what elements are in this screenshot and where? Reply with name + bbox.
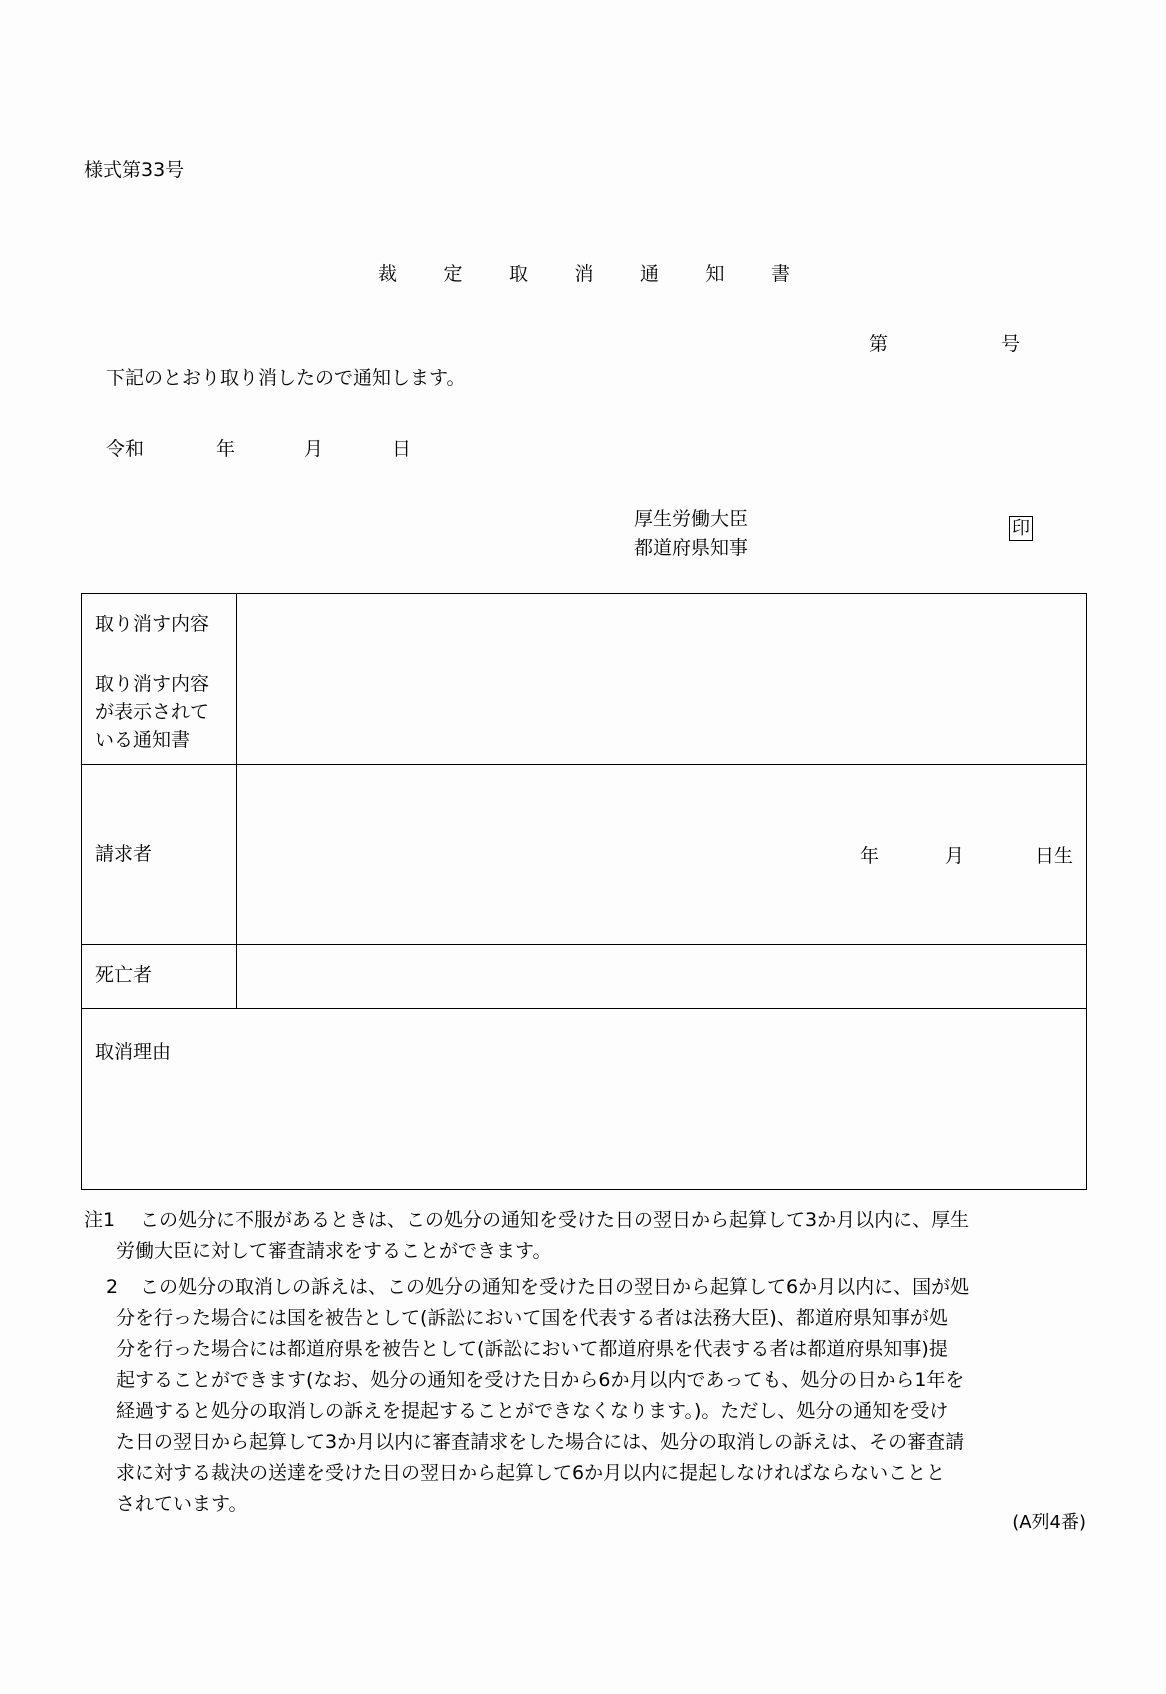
birth-year-label: 年 bbox=[860, 845, 880, 867]
title-char: 知 bbox=[705, 263, 725, 285]
note-line: 分を行った場合には都道府県を被告として(訴訟において都道府県を代表する者は都道府県知事)提 bbox=[116, 1338, 948, 1360]
title-char: 定 bbox=[443, 263, 463, 285]
title-char: 通 bbox=[640, 263, 660, 285]
date-era: 令和 bbox=[106, 438, 145, 460]
field-cancel-content[interactable] bbox=[237, 594, 1086, 764]
note-2 bbox=[84, 1272, 1087, 1520]
table-row-reason[interactable] bbox=[82, 1009, 1086, 1189]
note-1 bbox=[84, 1205, 1087, 1267]
title-char: 取 bbox=[509, 263, 529, 285]
table-row-deceased bbox=[82, 945, 1086, 1009]
date-year: 年 bbox=[216, 438, 236, 460]
title-char: 裁 bbox=[378, 263, 398, 285]
notes-section bbox=[84, 1205, 1087, 1520]
note-line: されています。 bbox=[116, 1493, 248, 1515]
title-char: 書 bbox=[771, 263, 791, 285]
table-row-claimant bbox=[82, 765, 1086, 945]
intro-text: 下記のとおり取り消したので通知します。 bbox=[106, 367, 466, 389]
issuer-block bbox=[634, 505, 748, 563]
note-line: 起することができます(なお、処分の通知を受けた日から6か月以内であっても、処分の日から1年を bbox=[116, 1369, 965, 1391]
document-title bbox=[378, 265, 837, 284]
note-line: 経過すると処分の取消しの訴えを提起することができなくなります。)。ただし、処分の通知を受け bbox=[116, 1400, 949, 1422]
note-line: た日の翌日から起算して3か月以内に審査請求をした場合には、処分の取消しの訴えは、その審査請 bbox=[116, 1431, 965, 1453]
birth-month-label: 月 bbox=[945, 845, 965, 867]
note-number: 注1 bbox=[84, 1209, 116, 1231]
table-label-cell bbox=[82, 594, 237, 764]
document-number-prefix: 第 bbox=[869, 333, 889, 355]
table-label-cell bbox=[82, 945, 237, 1008]
paper-size: (A列4番) bbox=[1012, 1512, 1086, 1533]
note-number: 2 bbox=[106, 1276, 119, 1298]
title-char: 消 bbox=[574, 263, 594, 285]
form-table bbox=[81, 593, 1087, 1190]
date-month: 月 bbox=[304, 438, 324, 460]
note-line: この処分に不服があるときは、この処分の通知を受けた日の翌日から起算して3か月以内に、厚生 bbox=[140, 1209, 970, 1231]
document-number-suffix: 号 bbox=[1001, 333, 1021, 355]
label-deceased: 死亡者 bbox=[95, 964, 153, 986]
seal-mark: 印 bbox=[1009, 516, 1033, 541]
field-deceased[interactable] bbox=[237, 945, 1086, 1008]
label-notice-document: 取り消す内容が表示されている通知書 bbox=[95, 673, 210, 751]
date-day: 日 bbox=[392, 438, 412, 460]
note-line: 労働大臣に対して審査請求をすることができます。 bbox=[116, 1240, 552, 1262]
label-cancel-content: 取り消す内容 bbox=[95, 613, 210, 635]
note-line: この処分の取消しの訴えは、この処分の通知を受けた日の翌日から起算して6か月以内に、国が処 bbox=[140, 1276, 970, 1298]
note-line: 分を行った場合には国を被告として(訴訟において国を代表する者は法務大臣)、都道府県知事が処 bbox=[116, 1307, 948, 1329]
issuer-minister: 厚生労働大臣 bbox=[634, 508, 749, 530]
form-number: 様式第33号 bbox=[84, 159, 185, 181]
issuer-governor: 都道府県知事 bbox=[634, 537, 749, 559]
label-cancel-reason: 取消理由 bbox=[95, 1041, 172, 1063]
birth-day-label: 日生 bbox=[1035, 845, 1074, 867]
note-line: 求に対する裁決の送達を受けた日の翌日から起算して6か月以内に提起しなければならないことと bbox=[116, 1462, 946, 1484]
field-claimant[interactable] bbox=[237, 765, 1086, 944]
label-claimant: 請求者 bbox=[95, 843, 153, 865]
table-label-cell bbox=[82, 765, 237, 944]
table-row-cancel-content bbox=[82, 594, 1086, 765]
